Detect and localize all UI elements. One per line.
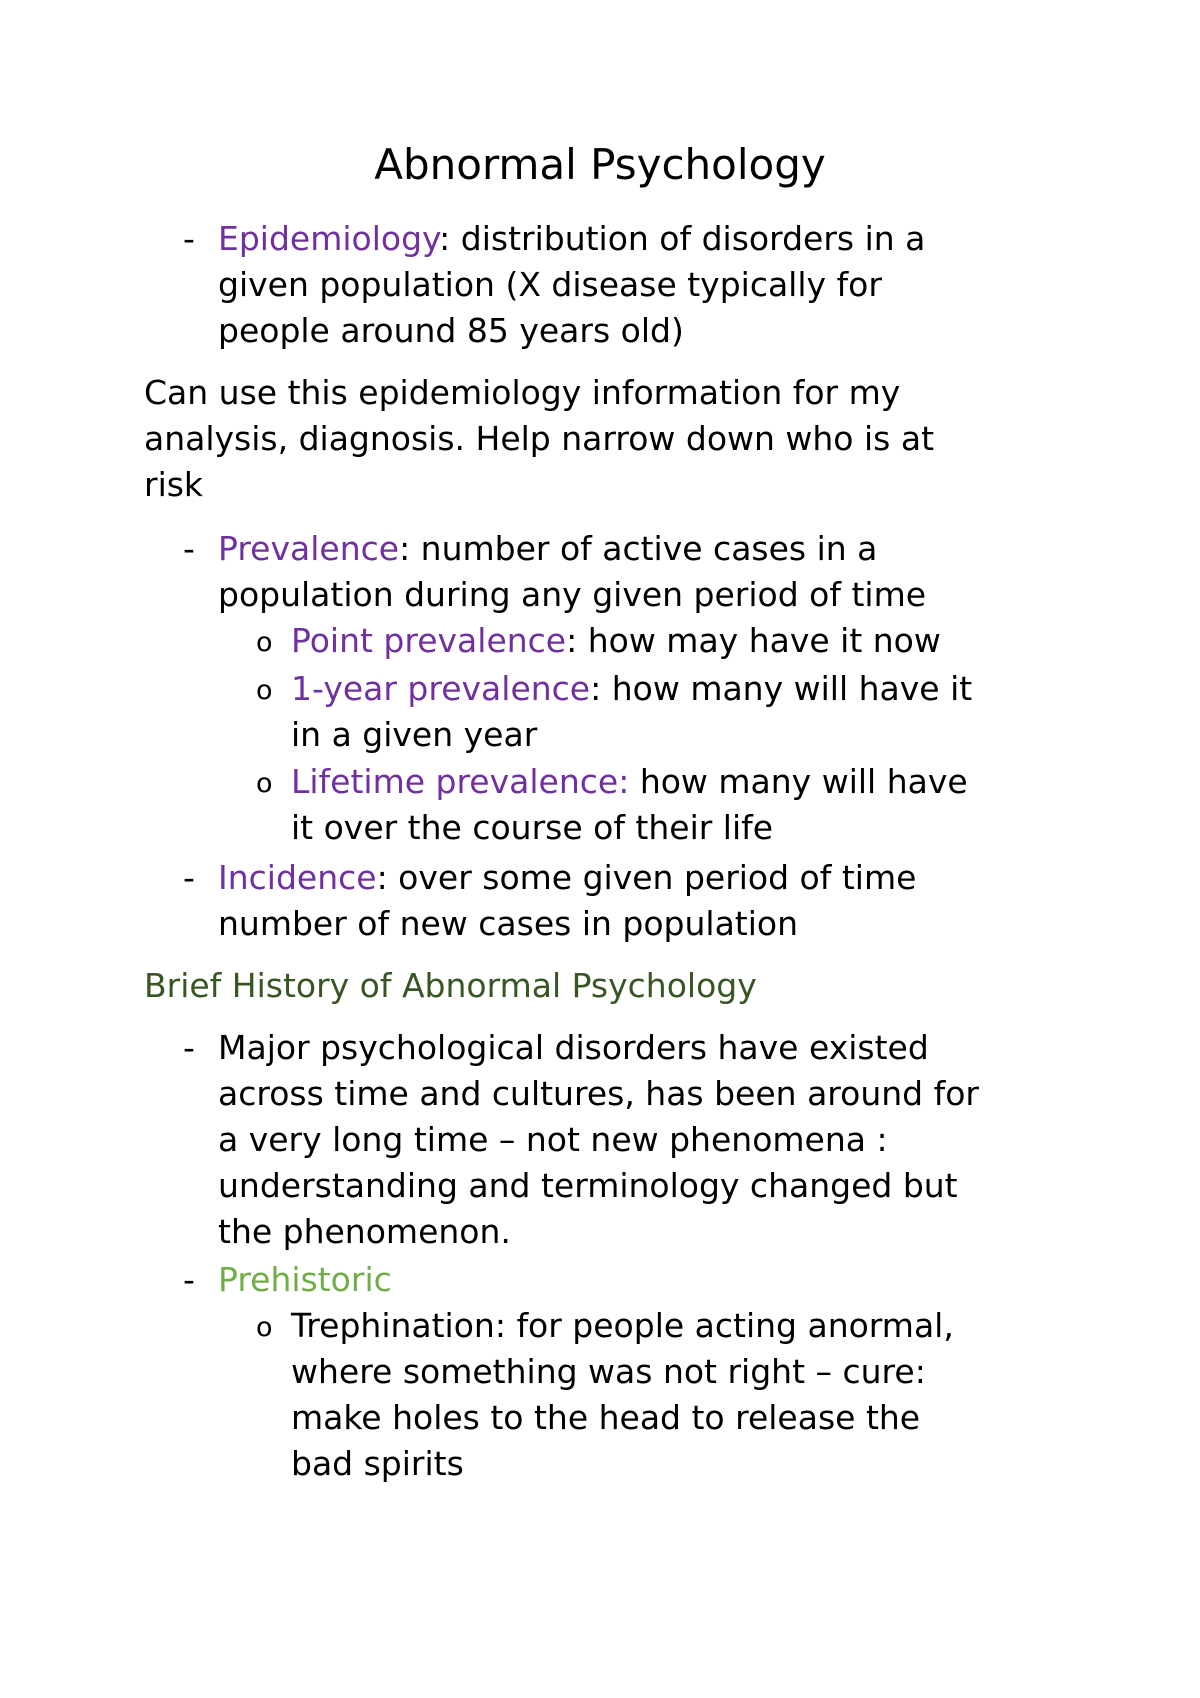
incidence-item [218, 855, 916, 947]
circle-bullet: o [256, 768, 273, 799]
prevalence-term: Prevalence [218, 529, 400, 568]
epidemiology-term: Epidemiology [218, 219, 440, 258]
incidence-text: number of new cases in population [218, 904, 798, 943]
point-prevalence-term: Point prevalence [291, 621, 567, 660]
epidemiology-text: : distribution of disorders in a [439, 219, 926, 258]
major-disorders-item [218, 1025, 979, 1255]
circle-bullet: o [256, 675, 273, 706]
prehistoric-subheading: Prehistoric [218, 1260, 392, 1299]
paragraph-line: Can use this epidemiology information for my [144, 373, 901, 412]
circle-bullet: o [256, 1312, 273, 1343]
dash-bullet: - [183, 1028, 195, 1067]
paragraph-line: analysis, diagnosis. Help narrow down who is at [144, 419, 935, 458]
dash-bullet: - [183, 529, 195, 568]
lifetime-prevalence-text: it over the course of their life [291, 808, 774, 847]
incidence-text: : over some given period of time [376, 858, 917, 897]
paragraph-line: risk [144, 465, 204, 504]
trephination-text: make holes to the head to release the [291, 1398, 921, 1437]
major-disorders-text: Major psychological disorders have existed [218, 1028, 929, 1067]
major-disorders-text: across time and cultures, has been around for [218, 1074, 979, 1113]
prevalence-text: population during any given period of time [218, 575, 927, 614]
lifetime-prevalence-term: Lifetime prevalence: [291, 762, 630, 801]
section-heading: Brief History of Abnormal Psychology [144, 966, 757, 1005]
major-disorders-text: a very long time – not new phenomena : [218, 1120, 888, 1159]
epidemiology-item [218, 216, 925, 354]
body-paragraph [144, 370, 934, 508]
incidence-term: Incidence [218, 858, 377, 897]
one-year-prevalence-text: in a given year [291, 715, 538, 754]
trephination-item [291, 1303, 954, 1487]
one-year-prevalence-item [291, 666, 972, 758]
point-prevalence-item [291, 618, 941, 664]
prevalence-item [218, 526, 926, 618]
dash-bullet: - [183, 1260, 195, 1299]
one-year-prevalence-term: 1-year prevalence [291, 669, 591, 708]
trephination-text: where something was not right – cure: [291, 1352, 926, 1391]
lifetime-prevalence-text: how many will have [629, 762, 968, 801]
dash-bullet: - [183, 858, 195, 897]
dash-bullet: - [183, 219, 195, 258]
trephination-text: bad spirits [291, 1444, 464, 1483]
one-year-prevalence-text: : how many will have it [590, 669, 973, 708]
lifetime-prevalence-item [291, 759, 968, 851]
prevalence-text: : number of active cases in a [399, 529, 878, 568]
major-disorders-text: the phenomenon. [218, 1212, 511, 1251]
circle-bullet: o [256, 627, 273, 658]
trephination-text: Trephination: for people acting anormal, [291, 1306, 954, 1345]
point-prevalence-text: : how may have it now [566, 621, 941, 660]
major-disorders-text: understanding and terminology changed but [218, 1166, 958, 1205]
page-title: Abnormal Psychology [374, 140, 826, 189]
epidemiology-text: given population (X disease typically for [218, 265, 882, 304]
epidemiology-text: people around 85 years old) [218, 311, 684, 350]
